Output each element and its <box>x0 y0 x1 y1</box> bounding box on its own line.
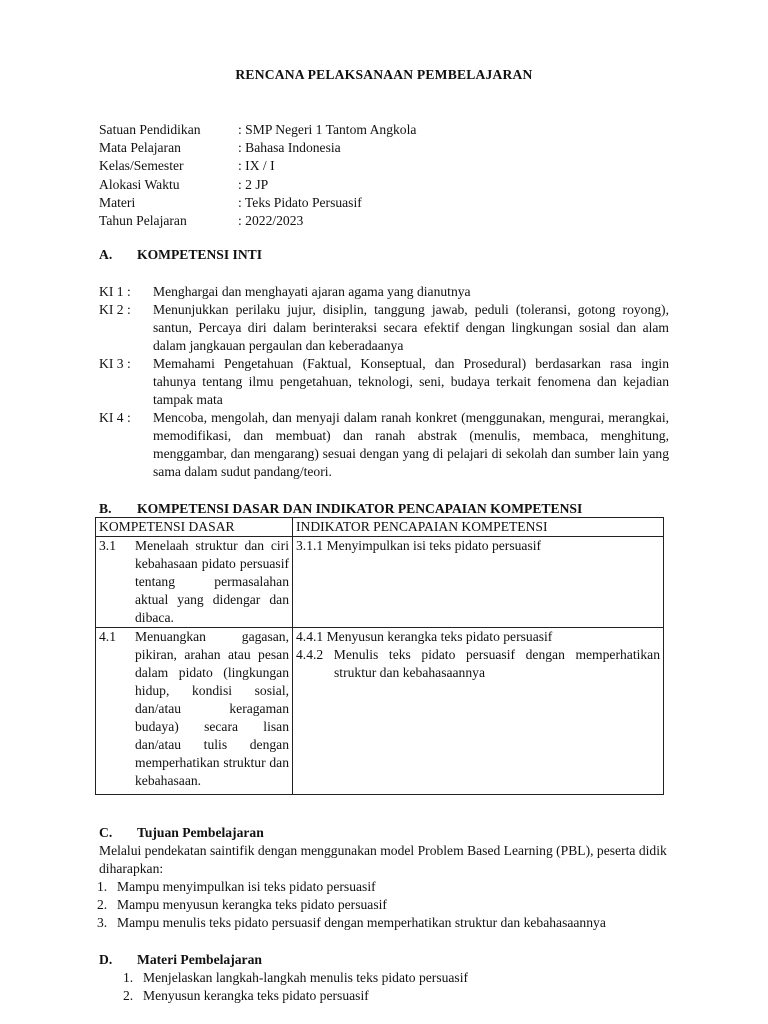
kd-number: 3.1 <box>99 538 116 553</box>
ki-item <box>99 355 669 409</box>
info-row <box>99 157 416 175</box>
ki-text: Memahami Pengetahuan (Faktual, Konseptual, dan Prosedural) berdasarkan rasa ingin tahunya tentang ilmu pengetahuan, teknologi, seni, budaya terkait fenomena dan kejadian tampak mata <box>153 356 669 407</box>
kd-cell <box>96 537 293 628</box>
list-text: Mampu menyimpulkan isi teks pidato persuasif <box>117 879 376 894</box>
list-item <box>97 878 606 896</box>
info-value: : SMP Negeri 1 Tantom Angkola <box>238 122 417 137</box>
info-value: : IX / I <box>238 158 275 174</box>
info-row <box>99 139 416 157</box>
kd-cell <box>96 628 293 795</box>
section-title: Tujuan Pembelajaran <box>137 825 264 840</box>
section-a-heading <box>99 246 262 264</box>
info-label: Mata Pelajaran <box>99 140 181 156</box>
indicator-text: 4.4.1 Menyusun kerangka teks pidato persuasif <box>296 629 553 644</box>
section-b-heading <box>99 500 582 518</box>
kompetensi-inti-list <box>99 283 669 481</box>
info-row <box>99 121 416 139</box>
info-row <box>99 176 416 194</box>
section-letter: C. <box>99 825 113 840</box>
section-letter: B. <box>99 501 112 516</box>
list-number: 2. <box>123 988 134 1004</box>
info-value: : 2022/2023 <box>238 212 304 228</box>
info-label: Tahun Pelajaran <box>99 212 187 228</box>
kd-text: Menelaah struktur dan ciri kebahasaan pidato persuasif tentang permasalahan aktual yang didengar dan dibaca. <box>135 538 289 625</box>
table-header-cell: KOMPETENSI DASAR <box>96 518 293 537</box>
info-row <box>99 194 416 212</box>
ki-text: Menunjukkan perilaku jujur, disiplin, tanggung jawab, peduli (toleransi, gotong royong), santun, Percaya diri dalam berinteraksi secara efektif dengan lingkungan sosial dan alam dalam jangkauan pergaulan dan keberadaanya <box>153 302 669 353</box>
list-item <box>123 987 468 1005</box>
info-row <box>99 212 416 230</box>
section-title: KOMPETENSI INTI <box>137 247 263 262</box>
table-row <box>96 537 664 628</box>
section-letter: A. <box>99 247 113 262</box>
info-value: : Bahasa Indonesia <box>238 140 341 156</box>
list-item <box>97 914 606 932</box>
ki-item <box>99 409 669 481</box>
section-d-heading <box>99 951 262 969</box>
section-title: Materi Pembelajaran <box>137 952 262 967</box>
ki-label: KI 1 : <box>99 284 131 299</box>
info-label: Alokasi Waktu <box>99 176 180 192</box>
ki-item <box>99 301 669 355</box>
ki-item <box>99 283 669 301</box>
ki-label: KI 2 : <box>99 302 131 317</box>
indicator-text: 3.1.1 Menyimpulkan isi teks pidato persuasif <box>296 538 542 553</box>
list-text: Menjelaskan langkah-langkah menulis teks pidato persuasif <box>143 970 469 985</box>
materi-list <box>123 969 468 1005</box>
section-title: KOMPETENSI DASAR DAN INDIKATOR PENCAPAIAN KOMPETENSI <box>137 501 583 516</box>
indicator-cell <box>293 537 664 628</box>
ki-label: KI 3 : <box>99 356 131 371</box>
kd-indicator-table <box>95 517 664 795</box>
info-label: Kelas/Semester <box>99 158 184 174</box>
info-label: Satuan Pendidikan <box>99 122 201 137</box>
table-row <box>96 628 664 795</box>
document-title: RENCANA PELAKSANAAN PEMBELAJARAN <box>235 67 533 82</box>
indicator-cell <box>293 628 664 795</box>
section-letter: D. <box>99 952 113 967</box>
kd-number: 4.1 <box>99 629 116 644</box>
table-header-cell: INDIKATOR PENCAPAIAN KOMPETENSI <box>293 518 664 537</box>
info-value: : Teks Pidato Persuasif <box>238 194 362 210</box>
list-text: Menyusun kerangka teks pidato persuasif <box>143 988 369 1004</box>
ki-label: KI 4 : <box>99 410 131 425</box>
identity-block <box>99 121 416 230</box>
info-label: Materi <box>99 194 136 210</box>
info-value: : 2 JP <box>238 176 269 192</box>
kd-text: Menuangkan gagasan, pikiran, arahan atau pesan dalam pidato (lingkungan hidup, kondisi sosial, dan/atau keragaman budaya) secara lisan dan/atau tulis dengan memperhatikan struktur dan kebahasaan. <box>135 629 289 788</box>
list-text: Mampu menyusun kerangka teks pidato persuasif <box>117 897 387 913</box>
list-text: Mampu menulis teks pidato persuasif dengan memperhatikan struktur dan kebahasaannya <box>117 915 606 931</box>
list-number: 3. <box>97 915 108 931</box>
list-number: 1. <box>123 970 134 985</box>
ki-text: Menghargai dan menghayati ajaran agama yang dianutnya <box>153 284 471 299</box>
list-number: 2. <box>97 897 108 913</box>
ki-text: Mencoba, mengolah, dan menyaji dalam ranah konkret (menggunakan, mengurai, merangkai, memodifikasi, dan membuat) dan ranah abstrak (menulis, membaca, menghitung, menggambar, dan mengarang) sesuai dengan yang di pelajari di sekolah dan sumber lain yang sama dalam sudut pandang/teori. <box>153 410 669 479</box>
section-c-heading <box>99 824 264 842</box>
list-item <box>97 896 606 914</box>
table-header-row <box>96 518 664 537</box>
indicator-text: 4.4.2 Menulis teks pidato persuasif dengan memperhatikan struktur dan kebahasaannya <box>296 647 660 680</box>
tujuan-list <box>97 878 606 933</box>
list-item <box>123 969 468 987</box>
list-number: 1. <box>97 879 108 894</box>
tujuan-intro: Melalui pendekatan saintifik dengan menggunakan model Problem Based Learning (PBL), peserta didik diharapkan: <box>99 843 667 876</box>
